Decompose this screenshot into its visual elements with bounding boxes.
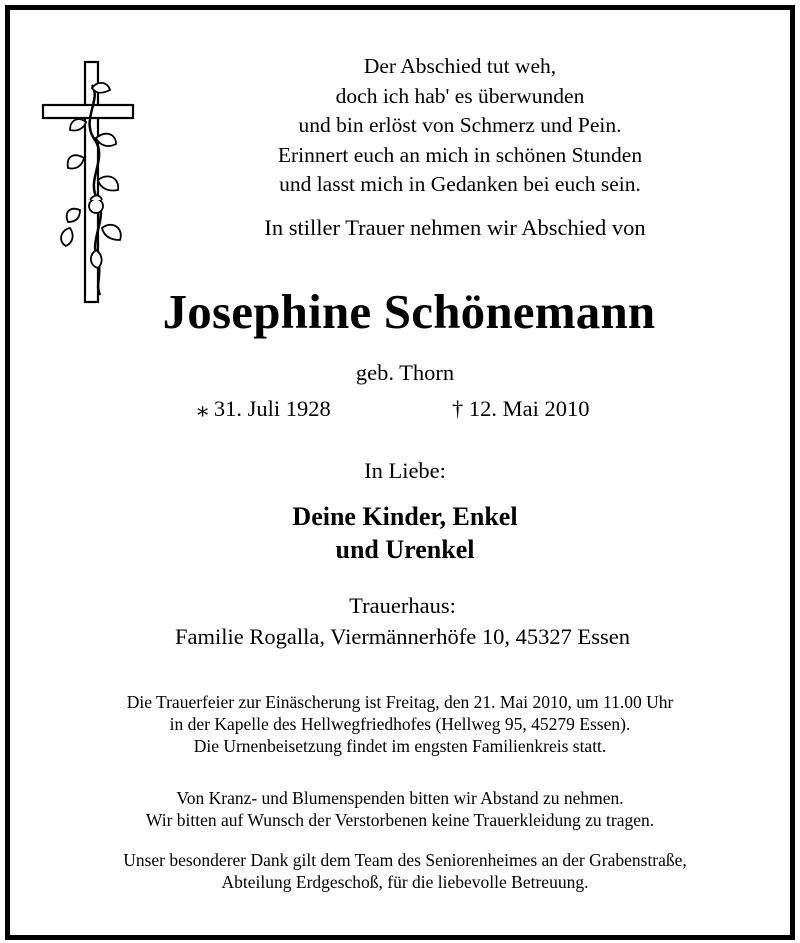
mourners [0, 500, 800, 566]
service-line: Die Trauerfeier zur Einäscherung ist Freitag, den 21. Mai 2010, um 11.00 Uhr [126, 692, 674, 712]
poem-line: Der Abschied tut weh, [363, 54, 557, 78]
death-date: † 12. Mai 2010 [452, 396, 590, 421]
poem-line: doch ich hab' es überwunden [335, 83, 585, 108]
donation-note [0, 787, 800, 831]
mourners-line: und Urenkel [335, 535, 475, 564]
mourning-house-address: Familie Rogalla, Viermännerhöfe 10, 45327 Essen [174, 624, 630, 649]
donation-line: Wir bitten auf Wunsch der Verstorbenen keine Trauerkleidung zu tragen. [145, 810, 655, 830]
donation-line: Von Kranz- und Blumenspenden bitten wir Abstand zu nehmen. [176, 788, 624, 808]
mourning-house [0, 590, 800, 652]
thanks-line: Abteilung Erdgeschoß, für die liebevolle Betreuung. [221, 872, 589, 892]
in-love-label: In Liebe: [364, 458, 446, 483]
service-line: in der Kapelle des Hellwegfriedhofes (Hellweg 95, 45279 Essen). [169, 714, 631, 734]
deceased-name: Josephine Schönemann [162, 284, 656, 339]
birth-date: ⁎ 31. Juli 1928 [197, 396, 331, 421]
poem-line: und bin erlöst von Schmerz und Pein. [298, 113, 622, 137]
intro-text: In stiller Trauer nehmen wir Abschied von [264, 215, 646, 240]
service-info [0, 691, 800, 757]
service-line: Die Urnenbeisetzung findet im engsten Familienkreis statt. [193, 736, 607, 756]
birth-name: geb. Thorn [355, 360, 455, 385]
mourning-house-label: Trauerhaus: [349, 593, 456, 618]
poem-line: Erinnert euch an mich in schönen Stunden [277, 142, 643, 167]
poem-line: und lasst mich in Gedanken bei euch sein. [279, 172, 641, 196]
thanks-note [0, 849, 800, 893]
thanks-line: Unser besonderer Dank gilt dem Team des Seniorenheimes an der Grabenstraße, [123, 850, 687, 870]
mourners-line: Deine Kinder, Enkel [292, 502, 518, 531]
poem [0, 52, 800, 200]
